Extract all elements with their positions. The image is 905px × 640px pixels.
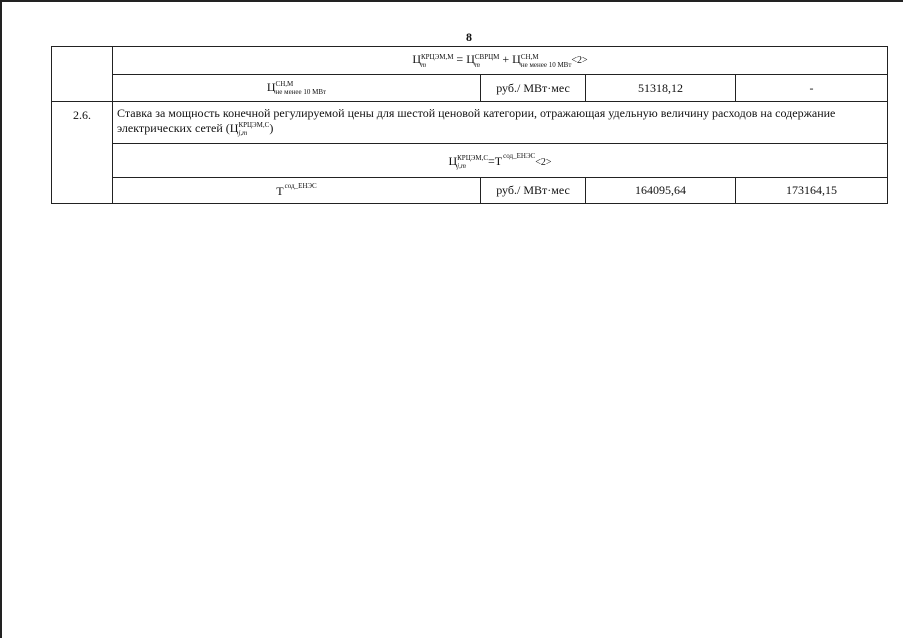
value-cell-1a: 51318,12 — [586, 75, 736, 102]
unit-cell-1: руб./ МВт·мес — [481, 75, 586, 102]
formula-1: Ц КРЦЭМ,М m = Ц СВРЦМ m + Ц СН,М не менее 10 МВт <2> — [412, 52, 588, 69]
description-text: Ставка за мощность конечной регулируемой цены для шестой ценовой категории, отражающая удельную величину расходов на содержание электрических сетей (Ц — [117, 106, 836, 135]
param-symbol-1: Ц СН,М не менее 10 МВт — [113, 75, 481, 102]
value-cell-2a: 164095,64 — [586, 178, 736, 204]
row-number-2-6: 2.6. — [52, 102, 113, 204]
param-row-1 — [52, 75, 888, 102]
row-number-empty — [52, 47, 113, 102]
value-cell-1b: - — [736, 75, 888, 102]
value-cell-2b: 173164,15 — [736, 178, 888, 204]
param-symbol-2: $Т^{сод\_ЕНЭС}$ — [113, 178, 481, 204]
unit-cell-2: руб./ МВт·мес — [481, 178, 586, 204]
description-cell-2: Ставка за мощность конечной регулируемой цены для шестой ценовой категории, отражающая удельную величину расходов на содержание электрических сетей (Ц КРЦЭМ,С j,m ) — [113, 102, 888, 144]
description-row-2 — [52, 102, 888, 144]
page-number: 8 — [466, 30, 472, 44]
formula-row-2 — [52, 144, 888, 178]
formula-row-1 — [52, 47, 888, 75]
tariff-table — [51, 46, 888, 204]
formula-cell-1 — [113, 47, 888, 75]
formula-2: Ц КРЦЭМ,С j,m $=Т^{сод\_ЕНЭС}<2>$ — [448, 151, 552, 170]
param-row-2 — [52, 178, 888, 204]
formula-cell-2 — [113, 144, 888, 178]
